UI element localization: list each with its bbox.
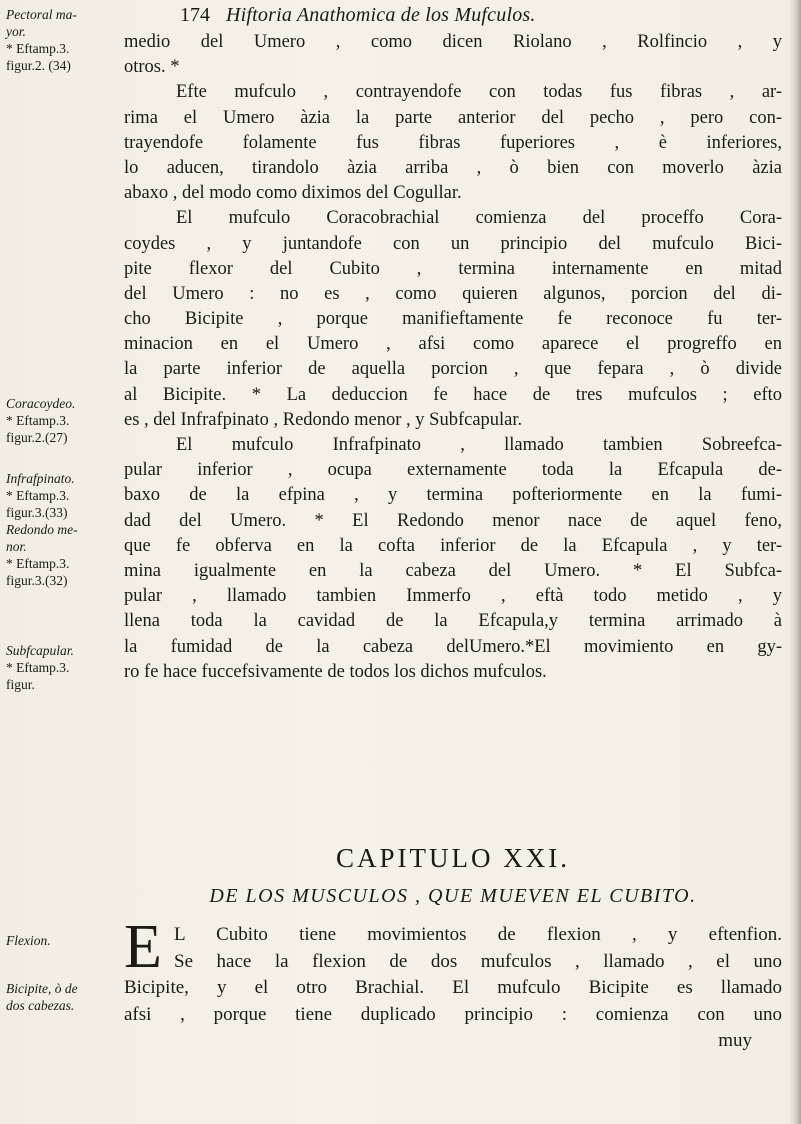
chapter-subtitle: DE LOS MUSCULOS , QUE MUEVEN EL CUBITO. (209, 885, 697, 907)
text-line: la fumidad de la cabeza delUmero.*El movimiento en gy- (124, 636, 782, 657)
body-text (124, 30, 782, 685)
text-line: abaxo , del modo como diximos del Cogullar. (124, 183, 462, 204)
text-line: baxo de la efpina , y termina pofteriormente en la fumi- (124, 485, 782, 506)
page-spine-shadow (789, 0, 801, 1124)
text-line: otros. * (124, 57, 180, 78)
text-line: L Cubito tiene movimientos de flexion , y eftenfion. (174, 924, 782, 945)
margin-note-infrafpinato: Infrafpinato. * Eftamp.3. figur.3.(33) Redondo me- nor. * Eftamp.3. figur.3.(32) (6, 471, 78, 588)
text-line: lo aducen, tirandolo àzia arriba , ò bien con moverlo àzia (124, 157, 782, 178)
running-title: Hiftoria Anathomica de los Mufculos. (226, 4, 536, 26)
text-line: coydes , y juntandofe con un principio del mufculo Bici- (124, 233, 782, 254)
margin-note-flexion: Flexion. (6, 933, 51, 948)
chapter-body-text (124, 922, 782, 1055)
margin-note-pectoral: Pectoral ma- yor. * Eftamp.3. figur.2. (34) (6, 7, 77, 73)
text-line: del Umero : no es , como quieren algunos, porcion del di- (124, 283, 782, 304)
page-number: 174 (180, 4, 210, 26)
margin-note-coracoydeo: Coracoydeo. * Eftamp.3. figur.2.(27) (6, 396, 76, 445)
text-line: trayendofe folamente fus fibras fuperiores , è inferiores, (124, 132, 782, 153)
text-line: dad del Umero. * El Redondo menor nace de aquel feno, (124, 510, 782, 531)
text-line: Efte mufculo , contrayendofe con todas fus fibras , ar- (176, 82, 782, 103)
text-line: afsi , porque tiene duplicado principio : comienza con uno (124, 1003, 782, 1025)
text-line: mina igualmente en la cabeza del Umero. * El Subfca- (124, 560, 782, 581)
text-line: pular inferior , ocupa externamente toda la Efcapula de- (124, 460, 782, 481)
text-line: rima el Umero àzia la parte anterior del pecho , pero con- (124, 107, 782, 128)
text-line: la parte inferior de aquella porcion , que fepara , ò divide (124, 359, 782, 380)
chapter-title: CAPITULO XXI. (336, 843, 570, 873)
catchword: muy (718, 1030, 752, 1051)
text-line: llena toda la cavidad de la Efcapula,y termina arrimado à (124, 611, 782, 632)
running-header (180, 4, 781, 26)
drop-cap: E (124, 913, 162, 981)
text-line: El mufculo Coracobrachial comienza del proceffo Cora- (176, 208, 782, 229)
text-line: Bicipite, y el otro Brachial. El mufculo Bicipite es llamado (124, 977, 782, 998)
text-line: minacion en el Umero , afsi como aparece el progreffo en (124, 334, 782, 355)
text-line: El mufculo Infrafpinato , llamado tambien Sobreefca- (176, 435, 782, 455)
text-line: medio del Umero , como dicen Riolano , Rolfincio , y (124, 32, 782, 52)
text-line: es , del Infrafpinato , Redondo menor , y Subfcapular. (124, 409, 523, 430)
text-line: cho Bicipite , porque manifieftamente fe reconoce fu ter- (124, 309, 782, 330)
margin-note-bicipite: Bicipite, ò de dos cabezas. (6, 981, 78, 1013)
text-line: pular , llamado tambien Immerfo , eftà todo metido , y (124, 586, 782, 607)
margin-note-subfcapular: Subfcapular. * Eftamp.3. figur. (6, 643, 74, 692)
text-line: ro fe hace fuccefsivamente de todos los dichos mufculos. (124, 661, 547, 682)
text-line: pite flexor del Cubito , termina internamente en mitad (124, 258, 782, 279)
text-line: Se hace la flexion de dos mufculos , llamado , el uno (174, 950, 782, 972)
text-line: que fe obferva en la cofta inferior de la Efcapula , y ter- (124, 535, 782, 556)
text-line: al Bicipite. * La deduccion fe hace de tres mufculos ; efto (124, 384, 782, 405)
